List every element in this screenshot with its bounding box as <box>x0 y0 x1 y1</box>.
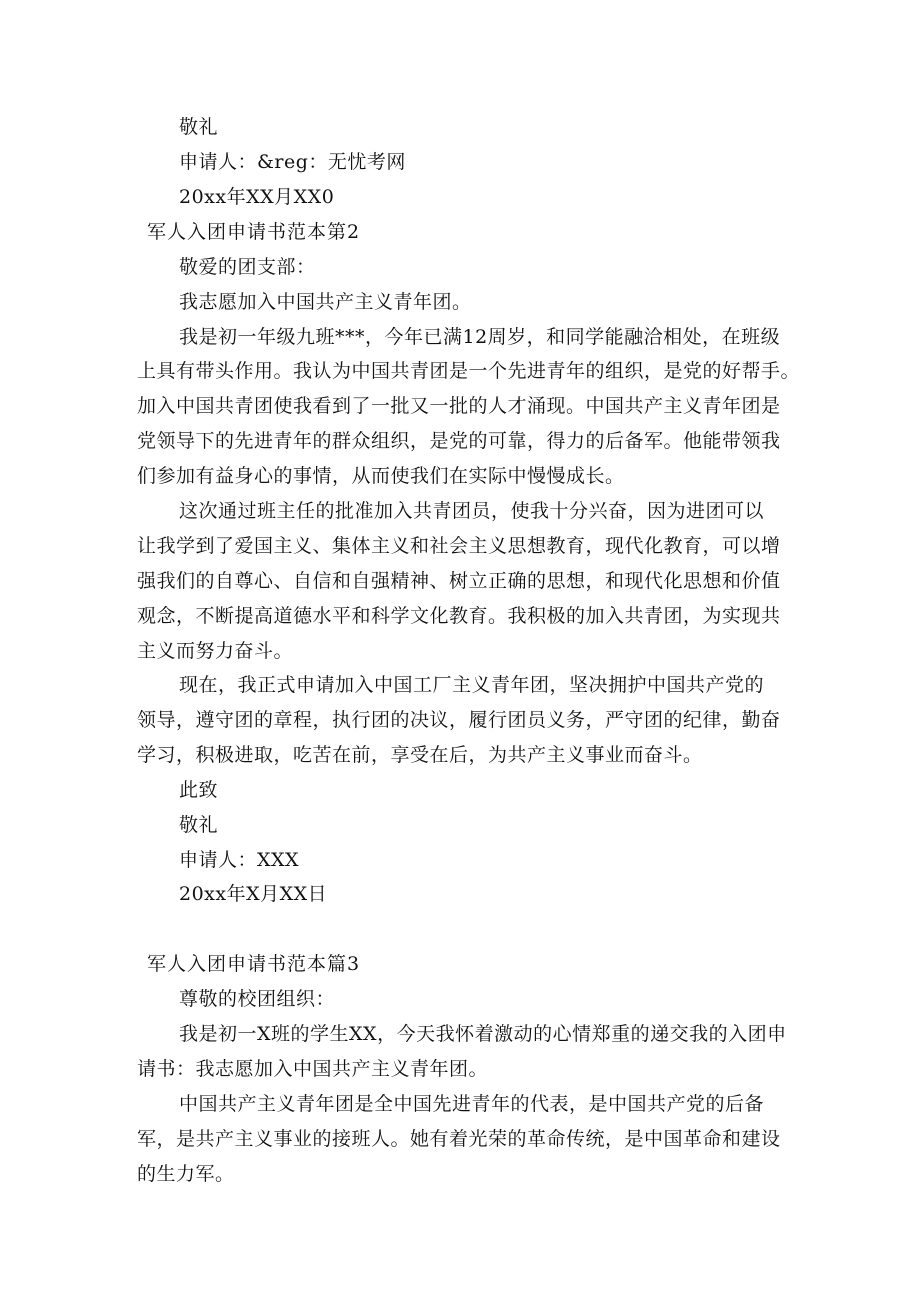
applicant-line: 申请人：XXX <box>179 849 300 871</box>
salutation-close: 敬礼 <box>179 116 219 138</box>
closing-line: 此致 <box>179 779 219 801</box>
date-line: 20xx年XX月XX0 <box>179 186 335 208</box>
paragraph-line: 我是初一X班的学生XX，今天我怀着激动的心情郑重的递交我的入团申 <box>179 1023 787 1045</box>
paragraph-line: 上具有带头作用。我认为中国共青团是一个先进青年的组织，是党的好帮手。 <box>137 360 801 382</box>
salutation-close: 敬礼 <box>179 814 219 836</box>
paragraph-line: 学习，积极进取，吃苦在前，享受在后，为共产主义事业而奋斗。 <box>137 744 703 766</box>
paragraph-line: 主义而努力奋斗。 <box>137 640 294 662</box>
section-heading: 军人入团申请书范本篇3 <box>147 953 361 975</box>
paragraph-line: 党领导下的先进青年的群众组织，是党的可靠，得力的后备军。他能带领我 <box>137 430 781 452</box>
paragraph-line: 请书：我志愿加入中国共产主义青年团。 <box>137 1058 489 1080</box>
section-heading: 军人入团申请书范本第2 <box>147 221 361 243</box>
paragraph-line: 现在，我正式申请加入中国工厂主义青年团，坚决拥护中国共产党的 <box>179 674 765 696</box>
paragraph-line: 军，是共产主义事业的接班人。她有着光荣的革命传统，是中国革命和建设 <box>137 1128 781 1150</box>
paragraph-line: 加入中国共青团使我看到了一批又一批的人才涌现。中国共产主义青年团是 <box>137 395 781 417</box>
applicant-line: 申请人：&reg：无忧考网 <box>179 151 406 173</box>
date-line: 20xx年X月XX日 <box>179 883 328 905</box>
paragraph-line: 强我们的自尊心、自信和自强精神、树立正确的思想，和现代化思想和价值 <box>137 570 781 592</box>
paragraph-line: 们参加有益身心的事情，从而使我们在实际中慢慢成长。 <box>137 465 625 487</box>
paragraph-line: 的生力军。 <box>137 1163 235 1185</box>
greeting-line: 敬爱的团支部： <box>179 256 316 278</box>
greeting-line: 尊敬的校团组织： <box>179 988 336 1010</box>
paragraph-line: 让我学到了爱国主义、集体主义和社会主义思想教育，现代化教育，可以增 <box>137 535 781 557</box>
paragraph-line: 这次通过班主任的批准加入共青团员，使我十分兴奋，因为进团可以 <box>179 500 765 522</box>
paragraph-line: 我是初一年级九班***，今年已满12周岁，和同学能融洽相处，在班级 <box>179 326 781 348</box>
paragraph-line: 观念，不断提高道德水平和科学文化教育。我积极的加入共青团，为实现共 <box>137 605 781 627</box>
paragraph-line: 我志愿加入中国共产主义青年团。 <box>179 291 472 313</box>
paragraph-line: 领导，遵守团的章程，执行团的决议，履行团员义务，严守团的纪律，勤奋 <box>137 709 781 731</box>
paragraph-line: 中国共产主义青年团是全中国先进青年的代表，是中国共产党的后备 <box>179 1093 765 1115</box>
